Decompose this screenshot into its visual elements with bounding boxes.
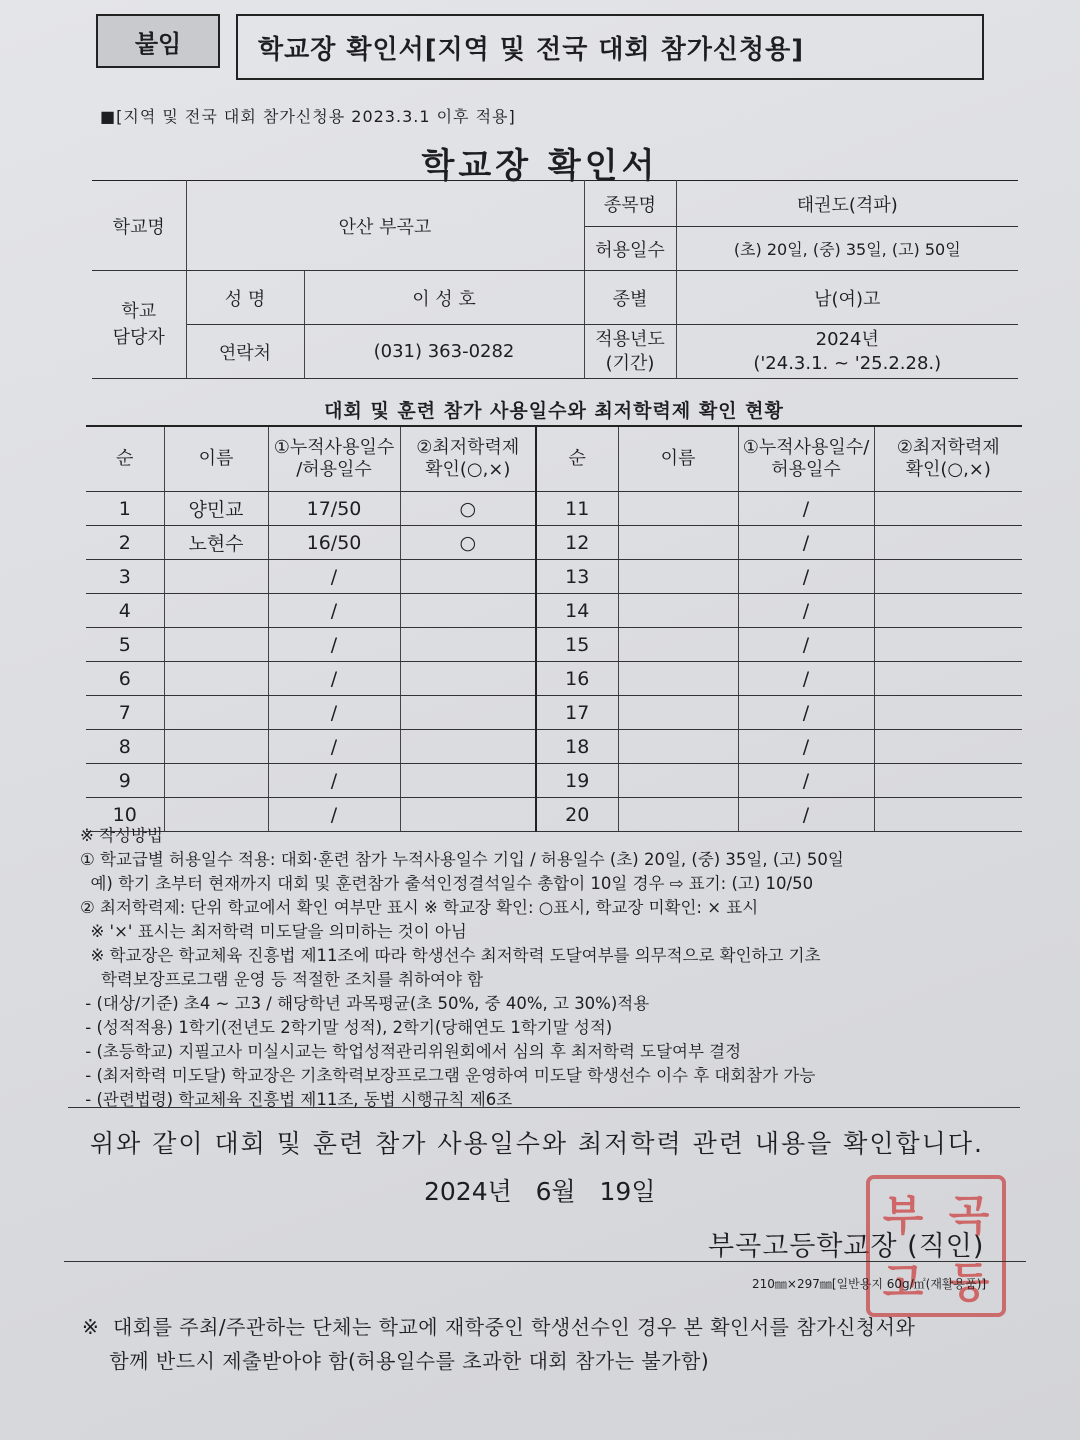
sport-value: 태권도(격파) <box>676 181 1018 227</box>
table-row <box>86 764 1022 798</box>
footer-note-line: 함께 반드시 제출받아야 함(허용일수를 초과한 대회 참가는 불가함) <box>82 1349 710 1373</box>
row-days: / <box>268 628 400 662</box>
paper-spec: 210㎜×297㎜[일반용지 60g/㎡(재활용품)] <box>752 1277 987 1291</box>
row-no: 12 <box>536 526 618 560</box>
table-row <box>86 492 1022 526</box>
header-academic: ②최저학력제 확인(○,×) <box>400 426 536 492</box>
official-seal <box>866 1175 1006 1317</box>
seal-char: 곡 <box>948 1190 990 1240</box>
row-days: 16/50 <box>268 526 400 560</box>
row-no: 10 <box>86 798 164 832</box>
header-no: 순 <box>86 426 164 492</box>
gender-value: 남(여)고 <box>676 271 1018 325</box>
row-name <box>164 662 268 696</box>
footer-note-line: ※ 대회를 주최/주관하는 단체는 학교에 재학중인 학생선수인 경우 본 확인서를 참가신청서와 <box>82 1315 916 1339</box>
note-line: - (최저학력 미도달) 학교장은 기초학력보장프로그램 운영하여 미도달 학생선수 이수 후 대회참가 가능 <box>80 1066 816 1085</box>
table-row <box>86 628 1022 662</box>
info-table <box>92 180 1018 379</box>
year-value: 2024년 <box>815 328 879 350</box>
name-label: 성 명 <box>186 271 304 325</box>
row-no: 4 <box>86 594 164 628</box>
row-days: / <box>738 662 874 696</box>
note-line: ※ '×' 표시는 최저학력 미도달을 의미하는 것이 아님 <box>80 922 467 941</box>
usage-grid <box>86 425 1022 832</box>
table-row <box>86 730 1022 764</box>
row-academic <box>874 628 1022 662</box>
row-days: / <box>738 764 874 798</box>
row-days: / <box>738 628 874 662</box>
header-title: 학교장 확인서[지역 및 전국 대회 참가신청용] <box>236 14 984 80</box>
row-academic <box>874 730 1022 764</box>
gender-label: 종별 <box>584 271 676 325</box>
seal-char: 등 <box>948 1257 990 1307</box>
section-title: 대회 및 훈련 참가 사용일수와 최저학력제 확인 현황 <box>324 400 784 422</box>
row-no: 14 <box>536 594 618 628</box>
row-no: 15 <box>536 628 618 662</box>
row-days: / <box>738 798 874 832</box>
contact-value: (031) 363-0282 <box>304 325 584 379</box>
header-name: 이름 <box>164 426 268 492</box>
note-line: ※ 작성방법 <box>80 826 163 845</box>
date-text: 2024년 6월 19일 <box>424 1177 656 1206</box>
row-name <box>164 764 268 798</box>
divider-line <box>64 1261 1026 1262</box>
principal-signature: 부곡고등학교장 (직인) <box>708 1231 985 1262</box>
row-days: / <box>268 560 400 594</box>
row-days: / <box>268 730 400 764</box>
row-name <box>618 764 738 798</box>
row-days: / <box>738 730 874 764</box>
name-value: 이 성 호 <box>304 271 584 325</box>
row-academic <box>874 492 1022 526</box>
row-name <box>618 662 738 696</box>
period-value: ('24.3.1. ~ '25.2.28.) <box>753 352 942 374</box>
row-academic <box>400 594 536 628</box>
note-line: ② 최저학력제: 단위 학교에서 확인 여부만 표시 ※ 학교장 확인: ○표시, 학교장 미확인: × 표시 <box>80 898 759 917</box>
top-note: ■[지역 및 전국 대회 참가신청용 2023.3.1 이후 적용] <box>100 107 516 126</box>
row-name <box>618 696 738 730</box>
row-academic <box>874 594 1022 628</box>
row-name: 노현수 <box>164 526 268 560</box>
allowed-label: 허용일수 <box>584 227 676 271</box>
row-days: / <box>268 798 400 832</box>
allowed-value: (초) 20일, (중) 35일, (고) 50일 <box>676 227 1018 271</box>
row-days: / <box>738 696 874 730</box>
year-cell <box>676 325 1018 379</box>
row-name: 양민교 <box>164 492 268 526</box>
row-name <box>618 560 738 594</box>
school-label: 학교명 <box>92 181 186 271</box>
row-academic <box>400 628 536 662</box>
table-row <box>86 560 1022 594</box>
table-row <box>86 526 1022 560</box>
note-line: - (관련법령) 학교체육 진흥법 제11조, 동법 시행규칙 제6조 <box>80 1090 513 1109</box>
row-no: 18 <box>536 730 618 764</box>
row-days: / <box>738 560 874 594</box>
row-name <box>164 628 268 662</box>
row-name <box>618 492 738 526</box>
row-days: 17/50 <box>268 492 400 526</box>
row-academic <box>874 526 1022 560</box>
row-no: 1 <box>86 492 164 526</box>
row-academic: ○ <box>400 526 536 560</box>
row-days: / <box>268 764 400 798</box>
row-academic <box>874 662 1022 696</box>
row-no: 20 <box>536 798 618 832</box>
row-no: 17 <box>536 696 618 730</box>
header-days-2: ①누적사용일수/ 허용일수 <box>738 426 874 492</box>
row-academic <box>400 730 536 764</box>
manager-label: 학교 담당자 <box>92 271 186 379</box>
header-academic-2: ②최저학력제 확인(○,×) <box>874 426 1022 492</box>
row-days: / <box>268 696 400 730</box>
row-days: / <box>738 594 874 628</box>
row-name <box>164 560 268 594</box>
note-line: - (성적적용) 1학기(전년도 2학기말 성적), 2학기(당해연도 1학기말 성적) <box>80 1018 613 1037</box>
row-days: / <box>268 594 400 628</box>
header-name-2: 이름 <box>618 426 738 492</box>
row-academic <box>400 764 536 798</box>
writing-notes <box>80 824 1040 1112</box>
row-days: / <box>738 526 874 560</box>
note-line: ① 학교급별 허용일수 적용: 대회·훈련 참가 누적사용일수 기입 / 허용일수 (초) 20일, (중) 35일, (고) 50일 <box>80 850 844 869</box>
seal-char: 부 <box>882 1190 924 1240</box>
seal-char: 고 <box>882 1257 924 1307</box>
row-no: 3 <box>86 560 164 594</box>
row-no: 5 <box>86 628 164 662</box>
contact-label: 연락처 <box>186 325 304 379</box>
divider-line <box>68 1107 1020 1108</box>
confirm-text: 위와 같이 대회 및 훈련 참가 사용일수와 최저학력 관련 내용을 확인합니다. <box>90 1129 984 1158</box>
table-row <box>86 594 1022 628</box>
row-days: / <box>738 492 874 526</box>
row-name <box>618 730 738 764</box>
table-row <box>86 696 1022 730</box>
sport-label: 종목명 <box>584 181 676 227</box>
attachment-label: 붙임 <box>96 14 220 68</box>
row-name <box>164 594 268 628</box>
row-no: 13 <box>536 560 618 594</box>
note-line: - (초등학교) 지필고사 미실시교는 학업성적관리위원회에서 심의 후 최저학력 도달여부 결정 <box>80 1042 742 1061</box>
header-no-2: 순 <box>536 426 618 492</box>
row-no: 9 <box>86 764 164 798</box>
row-name <box>618 594 738 628</box>
row-no: 7 <box>86 696 164 730</box>
row-academic <box>874 764 1022 798</box>
year-label: 적용년도 (기간) <box>584 325 676 379</box>
row-no: 16 <box>536 662 618 696</box>
row-name <box>618 526 738 560</box>
row-no: 11 <box>536 492 618 526</box>
row-name <box>618 628 738 662</box>
row-name <box>164 696 268 730</box>
note-line: ※ 학교장은 학교체육 진흥법 제11조에 따라 학생선수 최저학력 도달여부를 의무적으로 확인하고 기초 <box>80 946 821 965</box>
row-academic <box>400 560 536 594</box>
row-no: 8 <box>86 730 164 764</box>
note-line: 학력보장프로그램 운영 등 적절한 조치를 취하여야 함 <box>80 970 484 989</box>
note-line: - (대상/기준) 초4 ~ 고3 / 해당학년 과목평균(초 50%, 중 40%, 고 30%)적용 <box>80 994 650 1013</box>
row-no: 6 <box>86 662 164 696</box>
row-days: / <box>268 662 400 696</box>
row-academic: ○ <box>400 492 536 526</box>
row-academic <box>400 662 536 696</box>
school-value: 안산 부곡고 <box>186 181 584 271</box>
row-academic <box>874 560 1022 594</box>
row-no: 19 <box>536 764 618 798</box>
row-no: 2 <box>86 526 164 560</box>
note-line: 예) 학기 초부터 현재까지 대회 및 훈련참가 출석인정결석일수 총합이 10일 경우 ⇨ 표기: (고) 10/50 <box>80 874 814 893</box>
document-title: 학교장 확인서 <box>421 146 659 186</box>
row-academic <box>874 696 1022 730</box>
footer-note <box>82 1310 915 1378</box>
row-academic <box>400 696 536 730</box>
table-row <box>86 662 1022 696</box>
header-days: ①누적사용일수 /허용일수 <box>268 426 400 492</box>
row-name <box>164 730 268 764</box>
